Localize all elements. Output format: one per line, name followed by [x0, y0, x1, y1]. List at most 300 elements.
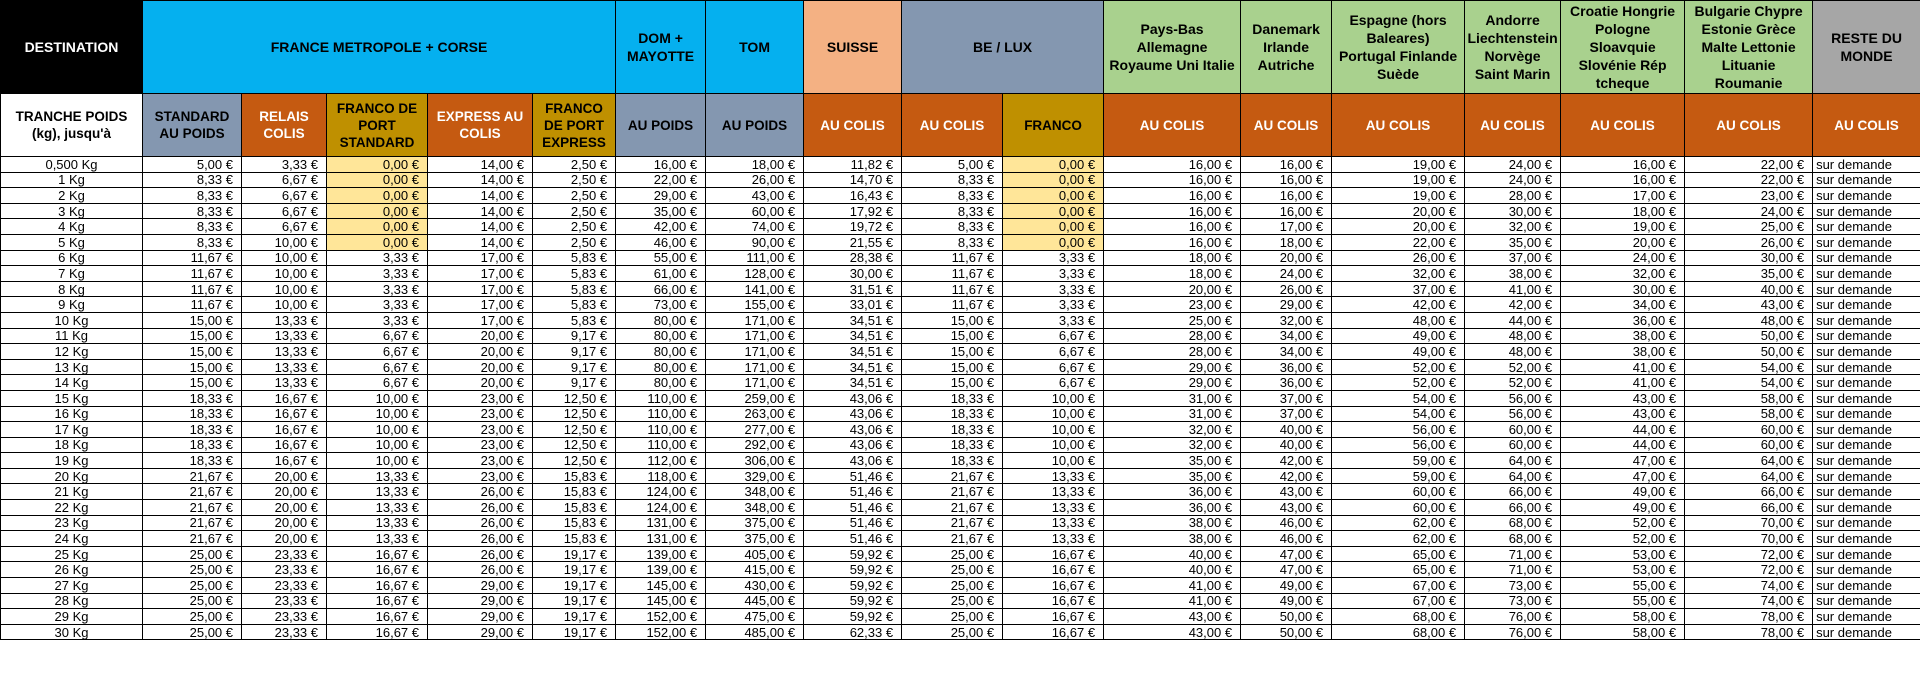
price-cell: sur demande	[1813, 281, 1920, 297]
weight-cell: 21 Kg	[1, 484, 143, 500]
price-cell: 25,00 €	[902, 624, 1003, 640]
price-cell: 6,67 €	[1003, 359, 1104, 375]
price-cell: 36,00 €	[1561, 312, 1685, 328]
price-cell: 15,00 €	[143, 312, 242, 328]
table-row	[1, 578, 1920, 594]
price-cell: 21,67 €	[143, 531, 242, 547]
table-row	[1, 281, 1920, 297]
price-cell: 42,00 €	[616, 219, 706, 235]
price-cell: 16,00 €	[1104, 203, 1241, 219]
price-cell: 16,43 €	[804, 188, 902, 204]
price-cell: 26,00 €	[428, 515, 533, 531]
weight-cell: 15 Kg	[1, 390, 143, 406]
price-cell: 38,00 €	[1561, 328, 1685, 344]
price-cell: 60,00 €	[1332, 484, 1465, 500]
price-cell: 14,70 €	[804, 172, 902, 188]
price-cell: 3,33 €	[327, 297, 428, 313]
price-cell: 47,00 €	[1561, 468, 1685, 484]
price-cell: 15,00 €	[902, 359, 1003, 375]
price-cell: 43,06 €	[804, 437, 902, 453]
weight-cell: 20 Kg	[1, 468, 143, 484]
price-cell: 49,00 €	[1332, 328, 1465, 344]
price-cell: 8,33 €	[902, 172, 1003, 188]
price-cell: 16,67 €	[242, 422, 327, 438]
price-cell: 17,00 €	[428, 281, 533, 297]
price-cell: 23,00 €	[428, 468, 533, 484]
price-cell: 15,00 €	[902, 344, 1003, 360]
price-cell: 2,50 €	[533, 188, 616, 204]
price-cell: 6,67 €	[1003, 328, 1104, 344]
price-cell: 25,00 €	[143, 624, 242, 640]
price-cell: 171,00 €	[706, 312, 804, 328]
price-cell: 0,00 €	[1003, 172, 1104, 188]
price-cell: 10,00 €	[1003, 422, 1104, 438]
price-cell: 60,00 €	[706, 203, 804, 219]
price-cell: 8,33 €	[143, 172, 242, 188]
weight-cell: 23 Kg	[1, 515, 143, 531]
price-cell: 10,00 €	[327, 453, 428, 469]
price-cell: 10,00 €	[1003, 453, 1104, 469]
price-cell: 13,33 €	[1003, 468, 1104, 484]
price-cell: 41,00 €	[1104, 593, 1241, 609]
price-cell: 19,00 €	[1561, 219, 1685, 235]
price-cell: 66,00 €	[1685, 484, 1813, 500]
price-cell: 0,00 €	[1003, 203, 1104, 219]
price-cell: 13,33 €	[1003, 515, 1104, 531]
price-cell: 26,00 €	[428, 562, 533, 578]
price-cell: 10,00 €	[1003, 406, 1104, 422]
price-cell: 20,00 €	[242, 468, 327, 484]
price-cell: 31,00 €	[1104, 390, 1241, 406]
price-cell: 15,83 €	[533, 500, 616, 516]
price-cell: 29,00 €	[428, 578, 533, 594]
price-cell: 46,00 €	[616, 234, 706, 250]
price-cell: 41,00 €	[1465, 281, 1561, 297]
header-zone-paysbas: Pays-Bas Allemagne Royaume Uni Italie	[1104, 1, 1241, 94]
price-cell: 59,92 €	[804, 578, 902, 594]
price-cell: sur demande	[1813, 624, 1920, 640]
price-cell: 19,00 €	[1332, 172, 1465, 188]
price-cell: 11,67 €	[902, 266, 1003, 282]
header-mode-col-12: AU COLIS	[1241, 94, 1332, 157]
price-cell: 18,33 €	[902, 437, 1003, 453]
price-cell: 3,33 €	[327, 266, 428, 282]
price-cell: 47,00 €	[1241, 546, 1332, 562]
header-mode-col-3: FRANCO DE PORT STANDARD	[327, 94, 428, 157]
price-cell: 49,00 €	[1241, 578, 1332, 594]
price-cell: 6,67 €	[1003, 375, 1104, 391]
price-cell: 10,00 €	[1003, 437, 1104, 453]
price-cell: 16,00 €	[1104, 234, 1241, 250]
price-cell: 6,67 €	[242, 219, 327, 235]
weight-cell: 2 Kg	[1, 188, 143, 204]
price-cell: 66,00 €	[1685, 500, 1813, 516]
price-cell: 18,33 €	[902, 422, 1003, 438]
price-cell: 20,00 €	[1332, 219, 1465, 235]
price-cell: 15,83 €	[533, 484, 616, 500]
price-cell: 16,67 €	[1003, 562, 1104, 578]
price-cell: 12,50 €	[533, 453, 616, 469]
price-cell: sur demande	[1813, 266, 1920, 282]
header-tom: TOM	[706, 1, 804, 94]
price-cell: 14,00 €	[428, 188, 533, 204]
price-cell: 18,00 €	[1241, 234, 1332, 250]
price-cell: 29,00 €	[1241, 297, 1332, 313]
price-cell: 16,67 €	[242, 390, 327, 406]
price-cell: 3,33 €	[1003, 312, 1104, 328]
table-row	[1, 312, 1920, 328]
weight-cell: 17 Kg	[1, 422, 143, 438]
price-cell: 22,00 €	[616, 172, 706, 188]
price-cell: 3,33 €	[327, 250, 428, 266]
price-cell: 34,51 €	[804, 375, 902, 391]
price-cell: 28,00 €	[1465, 188, 1561, 204]
price-cell: 11,67 €	[902, 297, 1003, 313]
price-cell: 10,00 €	[327, 422, 428, 438]
price-cell: 80,00 €	[616, 359, 706, 375]
price-cell: 80,00 €	[616, 344, 706, 360]
price-cell: 14,00 €	[428, 157, 533, 173]
price-cell: 16,00 €	[1104, 157, 1241, 173]
price-cell: 60,00 €	[1685, 422, 1813, 438]
price-cell: 0,00 €	[327, 172, 428, 188]
header-dom-mayotte: DOM + MAYOTTE	[616, 1, 706, 94]
price-cell: 10,00 €	[1003, 390, 1104, 406]
price-cell: 16,00 €	[1104, 219, 1241, 235]
price-cell: 43,06 €	[804, 453, 902, 469]
price-cell: 74,00 €	[706, 219, 804, 235]
price-cell: 16,00 €	[1104, 172, 1241, 188]
price-cell: 65,00 €	[1332, 562, 1465, 578]
price-cell: 18,33 €	[143, 437, 242, 453]
price-cell: sur demande	[1813, 219, 1920, 235]
price-cell: 30,00 €	[1561, 281, 1685, 297]
price-cell: 20,00 €	[428, 328, 533, 344]
price-cell: 12,50 €	[533, 390, 616, 406]
price-cell: 31,00 €	[1104, 406, 1241, 422]
price-cell: 60,00 €	[1332, 500, 1465, 516]
price-cell: 43,06 €	[804, 390, 902, 406]
weight-cell: 12 Kg	[1, 344, 143, 360]
header-be-lux: BE / LUX	[902, 1, 1104, 94]
header-zone-bulgarie: Bulgarie Chypre Estonie Grèce Malte Lettonie Lituanie Roumanie	[1685, 1, 1813, 94]
price-cell: 20,00 €	[1241, 250, 1332, 266]
price-cell: 19,17 €	[533, 624, 616, 640]
price-cell: 44,00 €	[1465, 312, 1561, 328]
price-cell: 21,67 €	[143, 515, 242, 531]
price-cell: 67,00 €	[1332, 593, 1465, 609]
header-mode-col-11: AU COLIS	[1104, 94, 1241, 157]
weight-cell: 16 Kg	[1, 406, 143, 422]
price-cell: 41,00 €	[1104, 578, 1241, 594]
price-cell: 23,33 €	[242, 624, 327, 640]
table-row	[1, 406, 1920, 422]
header-mode-col-2: RELAIS COLIS	[242, 94, 327, 157]
price-cell: 14,00 €	[428, 172, 533, 188]
price-cell: 16,67 €	[1003, 546, 1104, 562]
price-cell: 54,00 €	[1332, 390, 1465, 406]
header-tranche-poids: TRANCHE POIDS (kg), jusqu'à	[1, 94, 143, 157]
weight-cell: 6 Kg	[1, 250, 143, 266]
price-cell: 17,00 €	[1241, 219, 1332, 235]
price-cell: 20,00 €	[242, 500, 327, 516]
price-cell: 26,00 €	[428, 531, 533, 547]
price-cell: 3,33 €	[242, 157, 327, 173]
price-cell: 19,17 €	[533, 609, 616, 625]
price-cell: 277,00 €	[706, 422, 804, 438]
price-cell: 0,00 €	[1003, 157, 1104, 173]
price-cell: 375,00 €	[706, 531, 804, 547]
price-cell: 16,00 €	[1104, 188, 1241, 204]
price-cell: 66,00 €	[616, 281, 706, 297]
header-mode-col-9: AU COLIS	[902, 94, 1003, 157]
price-cell: 139,00 €	[616, 562, 706, 578]
price-cell: 415,00 €	[706, 562, 804, 578]
price-cell: 43,06 €	[804, 406, 902, 422]
price-cell: 22,00 €	[1332, 234, 1465, 250]
header-reste-du-monde: RESTE DU MONDE	[1813, 1, 1920, 94]
price-cell: 5,83 €	[533, 266, 616, 282]
price-cell: 51,46 €	[804, 484, 902, 500]
price-cell: 55,00 €	[1561, 593, 1685, 609]
table-row	[1, 234, 1920, 250]
price-cell: 52,00 €	[1465, 375, 1561, 391]
price-cell: 26,00 €	[1241, 281, 1332, 297]
price-cell: 47,00 €	[1561, 453, 1685, 469]
price-cell: 54,00 €	[1685, 359, 1813, 375]
weight-cell: 30 Kg	[1, 624, 143, 640]
price-cell: sur demande	[1813, 500, 1920, 516]
price-cell: sur demande	[1813, 312, 1920, 328]
price-cell: 21,55 €	[804, 234, 902, 250]
price-cell: 21,67 €	[143, 484, 242, 500]
price-cell: 80,00 €	[616, 328, 706, 344]
price-cell: 43,00 €	[1561, 390, 1685, 406]
price-cell: 485,00 €	[706, 624, 804, 640]
price-cell: 16,67 €	[242, 453, 327, 469]
price-cell: 43,00 €	[1104, 609, 1241, 625]
price-cell: 306,00 €	[706, 453, 804, 469]
price-cell: 3,33 €	[327, 281, 428, 297]
price-cell: 56,00 €	[1465, 390, 1561, 406]
price-cell: 78,00 €	[1685, 609, 1813, 625]
price-cell: 34,51 €	[804, 344, 902, 360]
price-cell: 6,67 €	[327, 328, 428, 344]
weight-cell: 4 Kg	[1, 219, 143, 235]
price-cell: 23,00 €	[428, 422, 533, 438]
price-cell: 3,33 €	[1003, 266, 1104, 282]
price-cell: 329,00 €	[706, 468, 804, 484]
price-cell: sur demande	[1813, 359, 1920, 375]
price-cell: 43,06 €	[804, 422, 902, 438]
header-mode-col-7: AU POIDS	[706, 94, 804, 157]
price-cell: 51,46 €	[804, 515, 902, 531]
price-cell: 70,00 €	[1685, 515, 1813, 531]
price-cell: 80,00 €	[616, 375, 706, 391]
price-cell: 90,00 €	[706, 234, 804, 250]
price-cell: 14,00 €	[428, 203, 533, 219]
price-cell: 48,00 €	[1332, 312, 1465, 328]
price-cell: 8,33 €	[902, 188, 1003, 204]
price-cell: 2,50 €	[533, 234, 616, 250]
price-cell: 16,67 €	[1003, 593, 1104, 609]
price-cell: sur demande	[1813, 468, 1920, 484]
price-cell: 51,46 €	[804, 500, 902, 516]
weight-cell: 5 Kg	[1, 234, 143, 250]
price-cell: 348,00 €	[706, 500, 804, 516]
price-cell: 9,17 €	[533, 359, 616, 375]
price-cell: 405,00 €	[706, 546, 804, 562]
price-cell: 40,00 €	[1104, 546, 1241, 562]
price-cell: 62,33 €	[804, 624, 902, 640]
price-cell: 43,00 €	[1685, 297, 1813, 313]
price-cell: 0,00 €	[327, 203, 428, 219]
table-row	[1, 188, 1920, 204]
price-cell: 18,33 €	[902, 390, 1003, 406]
price-cell: 17,00 €	[428, 297, 533, 313]
price-cell: 29,00 €	[428, 624, 533, 640]
price-cell: 5,83 €	[533, 281, 616, 297]
price-cell: 26,00 €	[428, 484, 533, 500]
price-cell: 152,00 €	[616, 609, 706, 625]
price-cell: 263,00 €	[706, 406, 804, 422]
table-row	[1, 500, 1920, 516]
price-cell: 0,00 €	[327, 188, 428, 204]
price-cell: sur demande	[1813, 188, 1920, 204]
price-cell: 0,00 €	[1003, 219, 1104, 235]
header-zone-espagne: Espagne (hors Baleares) Portugal Finlande Suède	[1332, 1, 1465, 94]
price-cell: 48,00 €	[1465, 344, 1561, 360]
price-cell: 66,00 €	[1465, 500, 1561, 516]
price-cell: 58,00 €	[1561, 609, 1685, 625]
price-cell: sur demande	[1813, 297, 1920, 313]
price-cell: 73,00 €	[1465, 578, 1561, 594]
price-cell: 20,00 €	[428, 344, 533, 360]
price-cell: 49,00 €	[1561, 500, 1685, 516]
price-cell: 71,00 €	[1465, 546, 1561, 562]
price-cell: 16,00 €	[1561, 172, 1685, 188]
price-cell: 28,00 €	[1104, 344, 1241, 360]
price-cell: 25,00 €	[143, 578, 242, 594]
price-cell: 15,00 €	[143, 328, 242, 344]
price-cell: 23,33 €	[242, 578, 327, 594]
price-cell: 32,00 €	[1332, 266, 1465, 282]
price-cell: 32,00 €	[1561, 266, 1685, 282]
price-cell: 71,00 €	[1465, 562, 1561, 578]
price-cell: sur demande	[1813, 531, 1920, 547]
price-cell: 6,67 €	[327, 344, 428, 360]
table-row	[1, 609, 1920, 625]
price-cell: 70,00 €	[1685, 531, 1813, 547]
price-cell: sur demande	[1813, 406, 1920, 422]
price-cell: 34,51 €	[804, 312, 902, 328]
price-cell: 13,33 €	[327, 500, 428, 516]
price-cell: 18,33 €	[143, 406, 242, 422]
price-cell: 54,00 €	[1685, 375, 1813, 391]
price-cell: 23,00 €	[428, 437, 533, 453]
price-cell: 30,00 €	[1685, 250, 1813, 266]
price-cell: 25,00 €	[143, 593, 242, 609]
price-cell: sur demande	[1813, 515, 1920, 531]
price-cell: 30,00 €	[1465, 203, 1561, 219]
price-cell: 16,00 €	[1241, 188, 1332, 204]
price-cell: 34,00 €	[1561, 297, 1685, 313]
price-cell: 171,00 €	[706, 375, 804, 391]
price-cell: 110,00 €	[616, 437, 706, 453]
price-cell: 23,33 €	[242, 546, 327, 562]
price-cell: sur demande	[1813, 250, 1920, 266]
price-cell: 50,00 €	[1241, 624, 1332, 640]
price-cell: 64,00 €	[1465, 468, 1561, 484]
price-cell: 28,38 €	[804, 250, 902, 266]
price-cell: 24,00 €	[1241, 266, 1332, 282]
price-cell: 56,00 €	[1332, 422, 1465, 438]
price-cell: 59,00 €	[1332, 468, 1465, 484]
price-cell: 23,33 €	[242, 593, 327, 609]
weight-cell: 8 Kg	[1, 281, 143, 297]
price-cell: 11,67 €	[902, 250, 1003, 266]
price-cell: 46,00 €	[1241, 531, 1332, 547]
price-cell: 35,00 €	[1465, 234, 1561, 250]
weight-cell: 10 Kg	[1, 312, 143, 328]
price-cell: 18,00 €	[1104, 250, 1241, 266]
price-cell: 375,00 €	[706, 515, 804, 531]
price-cell: 16,67 €	[327, 562, 428, 578]
header-mode-col-5: FRANCO DE PORT EXPRESS	[533, 94, 616, 157]
price-cell: sur demande	[1813, 344, 1920, 360]
price-cell: 18,33 €	[143, 422, 242, 438]
price-cell: 35,00 €	[616, 203, 706, 219]
weight-cell: 1 Kg	[1, 172, 143, 188]
header-mode-col-4: EXPRESS AU COLIS	[428, 94, 533, 157]
price-cell: 17,92 €	[804, 203, 902, 219]
price-cell: sur demande	[1813, 203, 1920, 219]
price-cell: 21,67 €	[143, 468, 242, 484]
price-cell: 53,00 €	[1561, 562, 1685, 578]
rate-rows	[1, 157, 1920, 640]
price-cell: 62,00 €	[1332, 515, 1465, 531]
price-cell: sur demande	[1813, 593, 1920, 609]
price-cell: 72,00 €	[1685, 546, 1813, 562]
price-cell: 20,00 €	[242, 484, 327, 500]
price-cell: 21,67 €	[902, 468, 1003, 484]
table-row	[1, 390, 1920, 406]
price-cell: 13,33 €	[242, 312, 327, 328]
price-cell: 8,33 €	[143, 234, 242, 250]
weight-cell: 9 Kg	[1, 297, 143, 313]
price-cell: 15,00 €	[143, 344, 242, 360]
table-row	[1, 375, 1920, 391]
price-cell: 16,67 €	[327, 609, 428, 625]
price-cell: 24,00 €	[1561, 250, 1685, 266]
price-cell: 20,00 €	[242, 515, 327, 531]
price-cell: 8,33 €	[902, 219, 1003, 235]
price-cell: 29,00 €	[428, 593, 533, 609]
price-cell: 38,00 €	[1561, 344, 1685, 360]
price-cell: 0,00 €	[327, 234, 428, 250]
price-cell: 48,00 €	[1685, 312, 1813, 328]
price-cell: 37,00 €	[1241, 406, 1332, 422]
price-cell: 38,00 €	[1104, 531, 1241, 547]
price-cell: 124,00 €	[616, 500, 706, 516]
price-cell: sur demande	[1813, 609, 1920, 625]
price-cell: 50,00 €	[1685, 328, 1813, 344]
price-cell: 16,67 €	[327, 593, 428, 609]
price-cell: 25,00 €	[1685, 219, 1813, 235]
price-cell: 29,00 €	[1104, 375, 1241, 391]
table-row	[1, 468, 1920, 484]
price-cell: 60,00 €	[1685, 437, 1813, 453]
